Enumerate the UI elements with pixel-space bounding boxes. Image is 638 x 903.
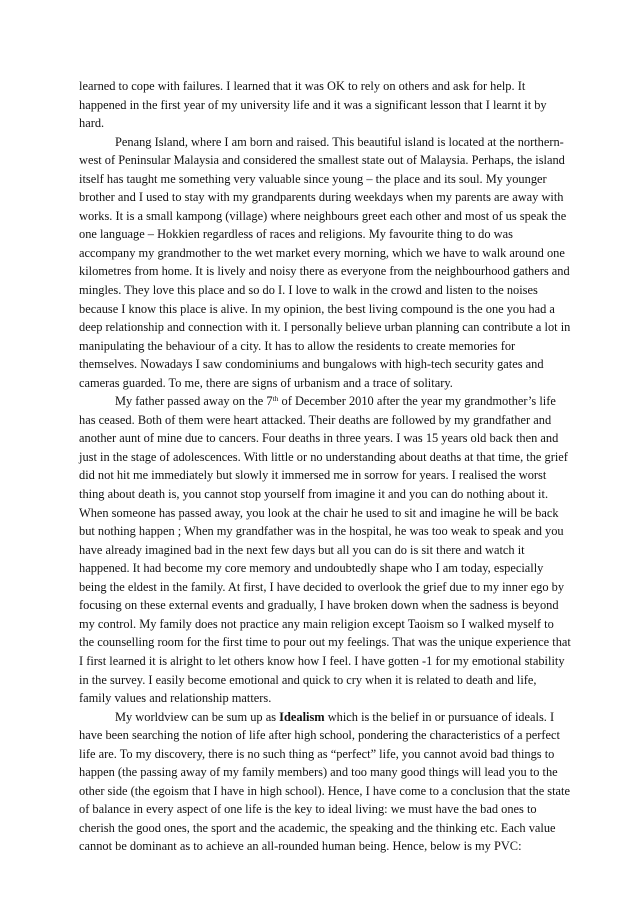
paragraph-penang-island: Penang Island, where I am born and raised. This beautiful island is located at the northern- west of Peninsular Malaysia and considered the smallest state out of Malaysia. Perhaps, the island itself has taught me something very valuable since young – the place and its soul. My younger brother and I used to stay with my grandparents during weekdays when my parents are away with works. It is a small kampong (village) where neighbours greet each other and most of us speak the one language – Hokkien regardless of races and religions. My favourite thing to do was accompany my grandmother to the wet market every morning, which we have to walk around one kilometres from home. It is lively and noisy there as everyone from the neighbourhood gathers and mingles. They love this place and so do I. I love to walk in the crowd and listen to the noises because I know this place is alive. In my opinion, the best living compound is the one you had a deep relationship and connection with it. I personally believe urban planning can contribute a lot in manipulating the behaviour of a city. It has to allow the residents to create memories for themselves. Nowadays I saw condominiums and bungalows with high-tech security gates and cameras guarded. To me, there are signs of urbanism and a trace of solitary. [79, 134, 571, 390]
paragraph-text: which is the belief in or pursuance of ideals. I have been searching the notion of life after high school, pondering the characteristics of a perfect life are. To my discovery, there is no such thing as “perfect” life, you cannot avoid bad things to happen (the passing away of my family members) and too many good things will lead you to the other side (the egoism that I have in high school). Hence, I have come to a conclusion that the state of balance in every aspect of one life is the key to ideal living: we must have the bad ones to cherish the good ones, the sport and the academic, the speaking and the thinking etc. Each value cannot be dominant as to achieve an all-rounded human being. Hence, below is my PVC: [79, 709, 570, 854]
idealism-term: Idealism [279, 709, 325, 724]
paragraph-text: My worldview can be sum up as [115, 709, 280, 724]
ordinal-superscript: th [272, 394, 279, 404]
document-body [79, 77, 571, 856]
paragraph-worldview [79, 708, 571, 856]
paragraph-failures: learned to cope with failures. I learned that it was OK to rely on others and ask for help. It happened in the first year of my university life and it was a significant lesson that I learnt it by hard. [79, 79, 547, 131]
paragraph-text: of December 2010 after the year my grandmother’s life has ceased. Both of them were heart attacked. Their deaths are followed by my grandfather and another aunt of mine due to cancers. Four deaths in three years. I was 15 years old back then and just in the stage of adolescences. With little or no understanding about deaths at that time, the grief did not hit me immediately but slowly it immersed me in sorrow for years. I realised the worst thing about death is, you cannot stop yourself from imagine it and you can do nothing about it. When someone has passed away, you look at the chair he used to sit and imagine he will be back but nothing happen ; When my grandfather was in the hospital, he was too weak to speak and you have already imagined bad in the next few days but all you can do is sit there and watch it happened. It had become my core memory and undoubtedly shape who I am today, especially being the eldest in the family. At first, I have decided to overlook the grief due to my inner ego by focusing on these external events and gradually, I have broken down when the sadness is beyond my control. My family does not practice any main religion except Taoism so I walked myself to the counselling room for the first time to pour out my feelings. That was the unique experience that I first learned it is alright to let others know how I feel. I have gotten -1 for my emotional stability in the survey. I easily become emotional and quick to cry when it is related to death and life, family values and relationship matters. [79, 394, 571, 706]
paragraph-text: My father passed away on the 7 [115, 394, 273, 409]
paragraph-father-passed-away [79, 392, 571, 707]
